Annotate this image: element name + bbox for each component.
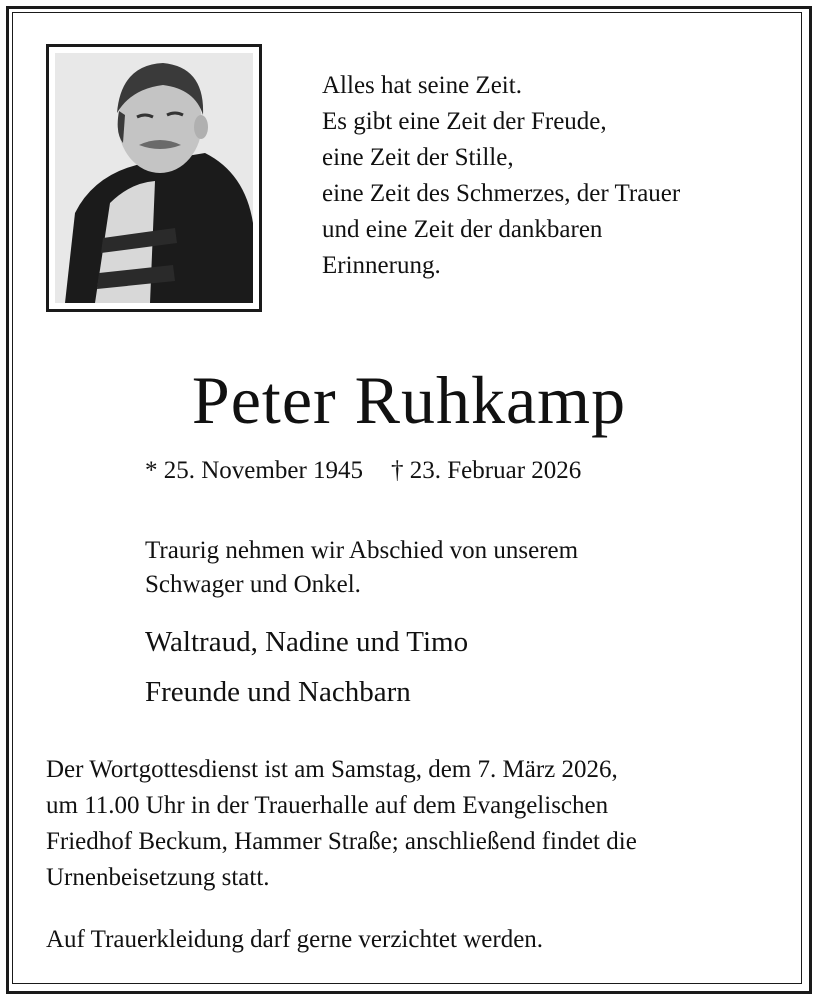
poem-line: Alles hat seine Zeit.: [322, 72, 522, 99]
mourners-line: Freunde und Nachbarn: [145, 676, 411, 708]
poem-line: eine Zeit der Stille,: [322, 144, 514, 171]
portrait-frame: [46, 44, 262, 312]
poem-line: Erinnerung.: [322, 252, 441, 279]
poem-line: Es gibt eine Zeit der Freude,: [322, 108, 607, 135]
poem-line: und eine Zeit der dankbaren: [322, 216, 603, 243]
deceased-name: Peter Ruhkamp: [191, 362, 627, 438]
clothing-note: Auf Trauerkleidung darf gerne verzichtet werden.: [46, 926, 544, 953]
service-details: [46, 752, 637, 896]
mourners: [145, 617, 468, 717]
life-dates: [145, 454, 581, 488]
farewell-line: Traurig nehmen wir Abschied von unserem: [145, 537, 579, 564]
service-line: um 11.00 Uhr in der Trauerhalle auf dem Evangelischen: [46, 792, 609, 819]
service-line: Friedhof Beckum, Hammer Straße; anschließend findet die: [46, 828, 637, 855]
poem-line: eine Zeit des Schmerzes, der Trauer: [322, 180, 681, 207]
service-line: Urnenbeisetzung statt.: [46, 864, 270, 891]
farewell-line: Schwager und Onkel.: [145, 571, 361, 598]
portrait-photo: [55, 53, 253, 303]
farewell-text: [145, 534, 578, 602]
portrait-illustration: [55, 53, 253, 303]
birth-date: * 25. November 1945: [145, 457, 364, 484]
mourners-line: Waltraud, Nadine und Timo: [145, 626, 469, 658]
service-line: Der Wortgottesdienst ist am Samstag, dem 7. März 2026,: [46, 756, 618, 783]
poem: [322, 68, 680, 284]
death-date: † 23. Februar 2026: [391, 457, 582, 484]
